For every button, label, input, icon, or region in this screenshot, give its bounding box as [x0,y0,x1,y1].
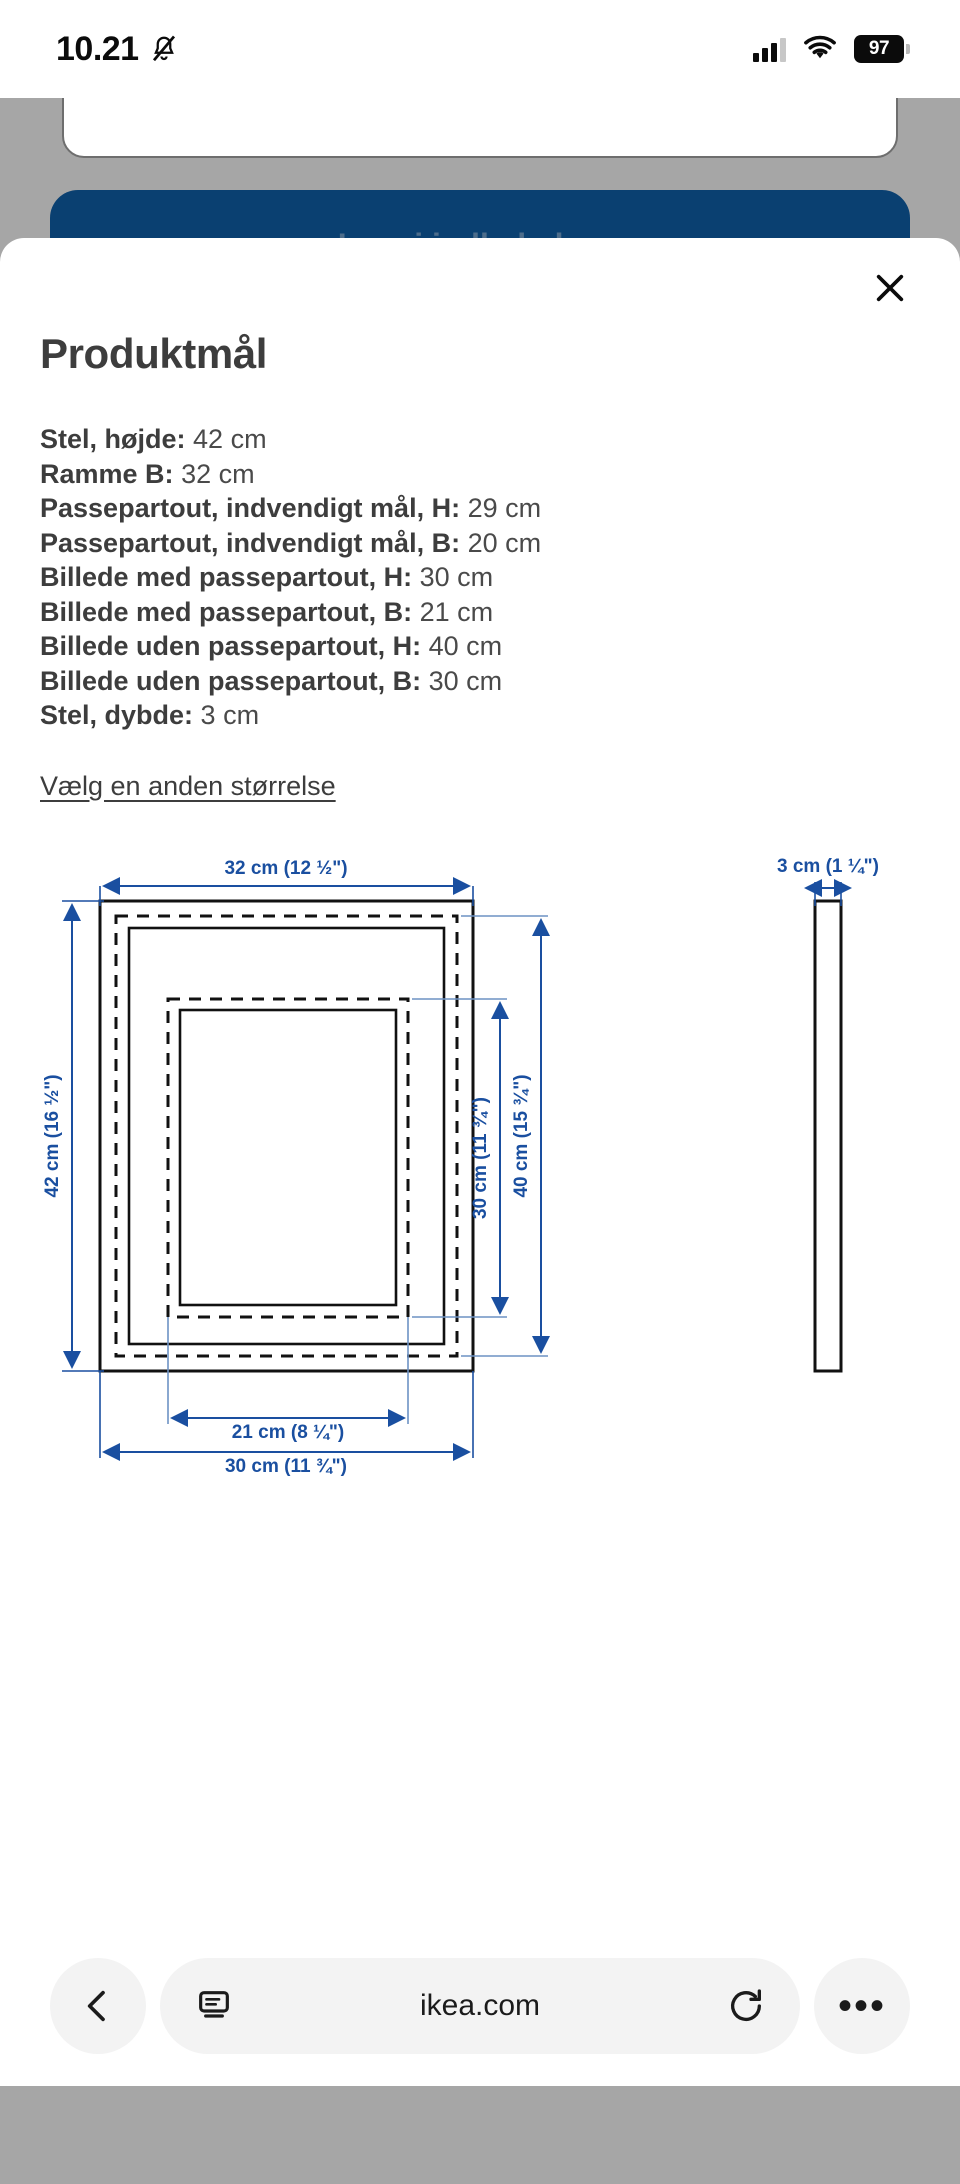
browser-toolbar [0,1926,960,2086]
spec-value: 32 cm [181,458,255,489]
list-item [40,422,920,457]
spec-key: Ramme B: [40,458,174,489]
spec-key: Passepartout, indvendigt mål, B: [40,527,461,558]
battery-indicator [854,35,904,63]
list-item [40,629,920,664]
status-bar-left [56,30,179,69]
reader-view-icon[interactable] [194,1986,234,2026]
spec-key: Billede med passepartout, H: [40,562,413,592]
cellular-bars-icon [753,36,786,62]
page-title: Produktmål [40,330,268,377]
dimension-label-frame-width: 32 cm (12 ½") [224,857,348,879]
list-item [40,560,920,595]
bell-slash-icon [149,34,179,64]
list-item [40,457,920,492]
list-item [40,491,920,526]
back-button[interactable] [50,1958,146,2054]
spec-key: Stel, dybde: [40,700,194,730]
spec-value: 42 cm [193,424,267,454]
dimension-label-frame-height: 42 cm (16 ½") [42,1073,63,1198]
dimension-label-picture-height: 40 cm (15 ¾") [511,1073,532,1198]
reload-icon[interactable] [726,1986,766,2026]
dimension-label-mat-picture-height: 30 cm (11 ¾") [470,1096,491,1219]
spec-value: 30 cm [419,562,494,592]
wifi-icon [802,35,838,63]
list-item [40,526,920,561]
choose-another-size-link[interactable]: Vælg en anden størrelse [40,770,336,801]
close-button[interactable] [862,260,918,316]
spec-key: Stel, højde: [40,424,186,454]
url-text: ikea.com [419,1989,541,2022]
product-measurements-sheet [0,238,960,2086]
list-item [40,664,920,699]
sheet-content [0,330,960,802]
spec-value: 21 cm [419,596,494,627]
status-bar-clock: 10.21 [56,29,139,68]
spec-value: 40 cm [428,631,503,661]
more-options-icon: ••• [837,1984,886,2028]
spec-key: Billede med passepartout, B: [40,596,413,627]
spec-value: 20 cm [467,527,542,558]
chevron-left-icon [78,1986,118,2026]
status-bar-right [753,35,904,63]
spec-value: 30 cm [428,665,503,696]
spec-key: Passepartout, indvendigt mål, H: [40,493,461,523]
product-dimensions-diagram [0,844,960,1504]
dimension-label-mat-picture-width: 21 cm (8 ¼") [231,1421,345,1443]
dimension-label-frame-depth: 3 cm (1 ¼") [777,855,879,877]
more-options-button[interactable] [814,1958,910,2054]
spec-key: Billede uden passepartout, B: [40,665,422,696]
battery-level-label: 97 [868,38,890,59]
list-item [40,698,920,733]
status-bar [0,0,960,98]
spec-key: Billede uden passepartout, H: [40,631,422,661]
close-icon [873,271,907,305]
spec-value: 29 cm [467,493,542,523]
address-bar[interactable] [160,1958,800,2054]
spec-value: 3 cm [200,700,260,730]
measurements-list [40,422,920,733]
dimension-label-picture-width: 30 cm (11 ¾") [224,1455,348,1477]
list-item [40,595,920,630]
